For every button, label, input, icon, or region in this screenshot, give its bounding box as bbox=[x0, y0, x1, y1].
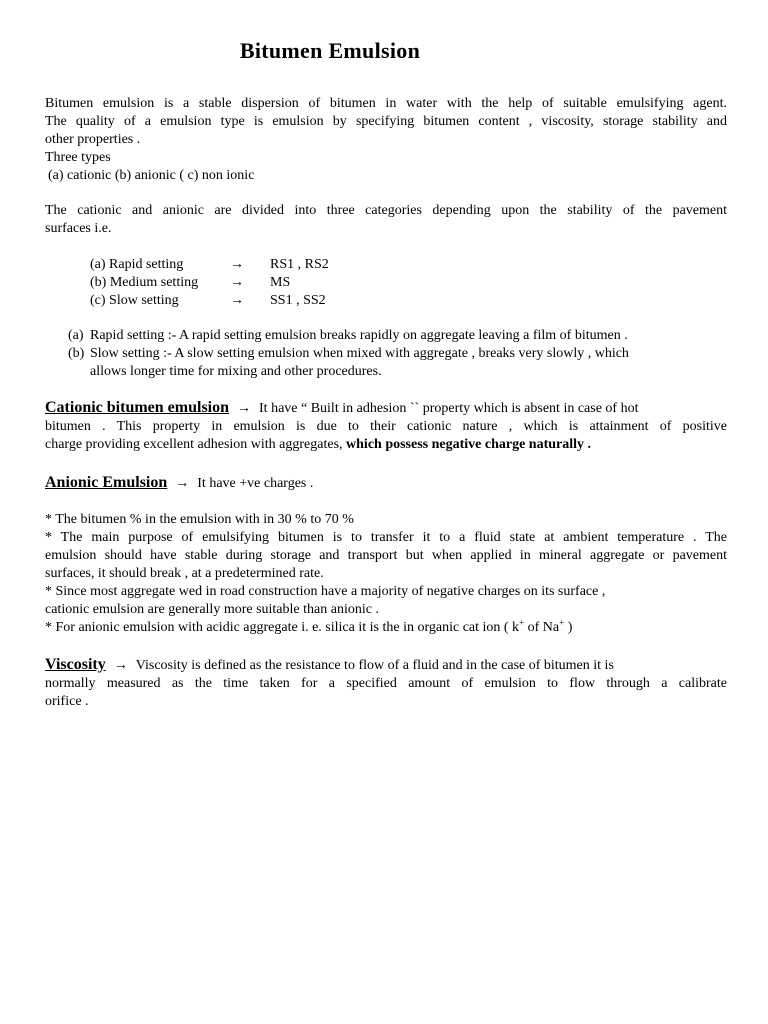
definition-text bbox=[90, 327, 728, 345]
intro-line-2: The quality of a emulsion type is emulsion by specifying bitumen content , viscosity, storage stability and bbox=[45, 114, 727, 129]
viscosity-line-2: normally measured as the time taken for a specified amount of emulsion to flow through a calibrate bbox=[45, 676, 727, 691]
anionic-text: It have +ve charges . bbox=[197, 476, 314, 491]
note-2-line-2: emulsion should have stable during storage and transport but when applied in mineral aggregate or pavement bbox=[45, 548, 727, 563]
setting-code: RS1 , RS2 bbox=[270, 257, 329, 272]
definition-item bbox=[68, 327, 728, 345]
note-1: * The bitumen % in the emulsion with in 30 % to 70 % bbox=[45, 512, 354, 527]
viscosity-text-1: Viscosity is defined as the resistance to flow of a fluid and in the case of bitumen it is bbox=[135, 658, 614, 673]
note-2-line-3: surfaces, it should break , at a predetermined rate. bbox=[45, 566, 324, 581]
setting-row bbox=[90, 274, 590, 292]
setting-code: MS bbox=[270, 275, 291, 290]
intro-line-3: other properties . bbox=[45, 132, 141, 147]
anionic-section bbox=[45, 474, 727, 493]
setting-row bbox=[90, 256, 590, 274]
categories-line-1: The cationic and anionic are divided into three categories depending upon the stability of the pavement bbox=[45, 203, 727, 218]
note-2-line-1: * The main purpose of emulsifying bitumen is to transfer it to a fluid state at ambient temperature . The bbox=[45, 530, 727, 545]
setting-type: (c) Slow setting bbox=[90, 293, 179, 308]
intro-line-1: Bitumen emulsion is a stable dispersion of bitumen in water with the help of suitable emulsifying agent. bbox=[45, 96, 727, 111]
cationic-text-1: It have “ Built in adhesion `` property which is absent in case of hot bbox=[259, 401, 639, 416]
cationic-line-1 bbox=[45, 399, 727, 418]
superscript-plus: + bbox=[559, 617, 565, 628]
categories-line-2: surfaces i.e. bbox=[45, 221, 112, 236]
types-label: Three types bbox=[45, 150, 111, 165]
arrow-icon: → bbox=[175, 476, 190, 491]
anionic-line bbox=[45, 474, 727, 493]
definition-line: Slow setting :- A slow setting emulsion when mixed with aggregate , breaks very slowly , which bbox=[90, 346, 629, 361]
note-4-end: ) bbox=[564, 620, 573, 635]
arrow-icon: → bbox=[113, 658, 128, 673]
arrow-icon: → bbox=[230, 293, 244, 308]
note-4-mid: of Na bbox=[524, 620, 560, 635]
categories-paragraph bbox=[45, 202, 727, 238]
arrow-icon: → bbox=[237, 401, 252, 416]
types-list: (a) cationic (b) anionic ( c) non ionic bbox=[48, 168, 255, 183]
definition-line: Rapid setting :- A rapid setting emulsion breaks rapidly on aggregate leaving a film of bitumen . bbox=[90, 328, 628, 343]
cationic-heading: Cationic bitumen emulsion bbox=[45, 399, 230, 416]
anionic-heading: Anionic Emulsion bbox=[45, 474, 168, 491]
setting-type: (b) Medium setting bbox=[90, 275, 199, 290]
viscosity-line-3: orifice . bbox=[45, 694, 89, 709]
arrow-icon: → bbox=[230, 257, 244, 272]
definition-text bbox=[90, 345, 728, 381]
viscosity-heading: Viscosity bbox=[45, 656, 106, 673]
note-3-line-1: * Since most aggregate wed in road construction have a majority of negative charges on its surface , bbox=[45, 584, 606, 599]
cationic-line-2: bitumen . This property in emulsion is due to their cationic nature , which is attainment of positive bbox=[45, 419, 727, 434]
setting-table bbox=[90, 256, 590, 310]
cationic-section bbox=[45, 399, 727, 454]
setting-code: SS1 , SS2 bbox=[270, 293, 326, 308]
setting-definitions bbox=[68, 327, 728, 381]
viscosity-section bbox=[45, 656, 727, 711]
arrow-icon: → bbox=[230, 275, 244, 290]
viscosity-line-1 bbox=[45, 656, 727, 675]
definition-line: allows longer time for mixing and other procedures. bbox=[90, 364, 382, 379]
setting-row bbox=[90, 292, 590, 310]
superscript-plus: + bbox=[519, 617, 525, 628]
definition-item bbox=[68, 345, 728, 381]
note-3-line-2: cationic emulsion are generally more suitable than anionic . bbox=[45, 602, 379, 617]
list-marker: (b) bbox=[68, 346, 85, 361]
setting-type: (a) Rapid setting bbox=[90, 257, 184, 272]
intro-paragraph bbox=[45, 95, 727, 185]
page-title: Bitumen Emulsion bbox=[239, 38, 421, 63]
cationic-line-3 bbox=[45, 436, 727, 454]
list-marker: (a) bbox=[68, 328, 84, 343]
cationic-emphasis: which possess negative charge naturally . bbox=[346, 437, 592, 452]
notes-section bbox=[45, 511, 727, 637]
note-4-start: * For anionic emulsion with acidic aggregate i. e. silica it is the in organic cat ion ( k bbox=[45, 620, 520, 635]
note-4 bbox=[45, 619, 727, 637]
cationic-text-3: charge providing excellent adhesion with aggregates, bbox=[45, 437, 347, 452]
